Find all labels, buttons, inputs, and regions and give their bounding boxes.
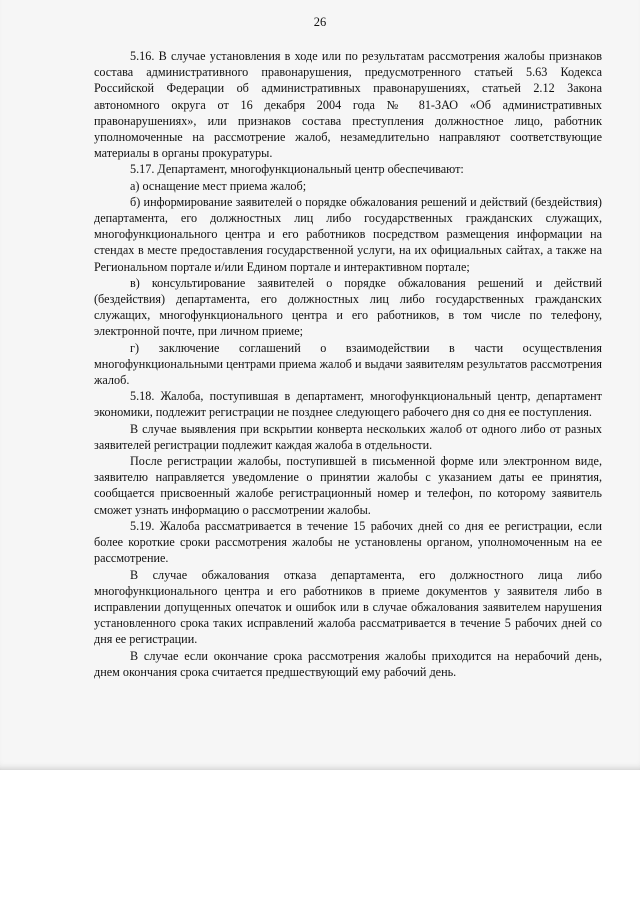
paragraph-5-16: 5.16. В случае установления в ходе или по результатам рассмотрения жалобы признаков состава административного правонарушения, предусмотренного статьей 5.63 Кодекса Российской Федерации об административных правонарушениях, статьей 2.12 Закона автономного округа от 16 декабря 2004 года № 81-ЗАО «Об административных правонарушениях», или признаков состава преступления должностное лицо, работник уполномоченные на рассмотрение жалоб, незамедлительно направляют соответствующие материалы в органы прокуратуры.: [94, 49, 602, 161]
paragraph-5-18: 5.18. Жалоба, поступившая в департамент, многофункциональный центр, департамент экономики, подлежит регистрации не позднее следующего рабочего дня со дня ее поступления.: [94, 389, 602, 420]
page-number: 26: [313, 15, 327, 29]
paragraph-5-17-b: б) информирование заявителей о порядке обжалования решений и действий (бездействия) департамента, его должностных лиц либо государственных гражданских служащих, многофункционального центра и его работников посредством размещения информации на стендах в месте предоставления государственной услуги, на их официальных сайтах, а также на Региональном портале и/или Едином портале и интерактивном портале;: [94, 194, 602, 274]
paragraph-5-19: 5.19. Жалоба рассматривается в течение 15 рабочих дней со дня ее регистрации, если более короткие сроки рассмотрения жалобы не установлены органом, уполномоченным на ее рассмотрение.: [94, 518, 602, 566]
paragraph-5-19-refusal: В случае обжалования отказа департамента, его должностного лица либо многофункционального центра и его работников в приеме документов у заявителя либо в исправлении допущенных опечаток и ошибок или в случае обжалования заявителем нарушения установленного срока таких исправлений жалоба рассматривается в течение 5 рабочих дней со дня ее регистрации.: [94, 567, 602, 647]
paragraph-5-17: 5.17. Департамент, многофункциональный центр обеспечивают:: [130, 162, 464, 177]
paragraph-5-18-envelope: В случае выявления при вскрытии конверта нескольких жалоб от одного либо от разных заявителей регистрации подлежит каждая жалоба в отдельности.: [94, 421, 602, 452]
paragraph-5-17-v: в) консультирование заявителей о порядке обжалования решений и действий (бездействия) департамента, его должностных лиц либо государственных гражданских служащих, многофункционального центра и его работников, в том числе по телефону, электронной почте, при личном приеме;: [94, 275, 602, 339]
paragraph-5-17-g: г) заключение соглашений о взаимодействии в части осуществления многофункциональными центрами приема жалоб и выдачи заявителям результатов рассмотрения жалоб.: [94, 340, 602, 388]
paragraph-5-17-a: а) оснащение мест приема жалоб;: [130, 178, 307, 193]
paragraph-5-18-notice: После регистрации жалобы, поступившей в письменной форме или электронном виде, заявителю направляется уведомление о принятии жалобы с указанием даты ее принятия, сообщается присвоенный жалобе регистрационный номер и телефон, по которому заявитель сможет узнать информацию о рассмотрении жалобы.: [94, 454, 602, 517]
document-body: [94, 48, 602, 680]
paragraph-5-19-holiday: В случае если окончание срока рассмотрения жалобы приходится на нерабочий день, днем окончания срока считается предшествующий ему рабочий день.: [94, 648, 602, 679]
blank-margin: [0, 770, 640, 905]
